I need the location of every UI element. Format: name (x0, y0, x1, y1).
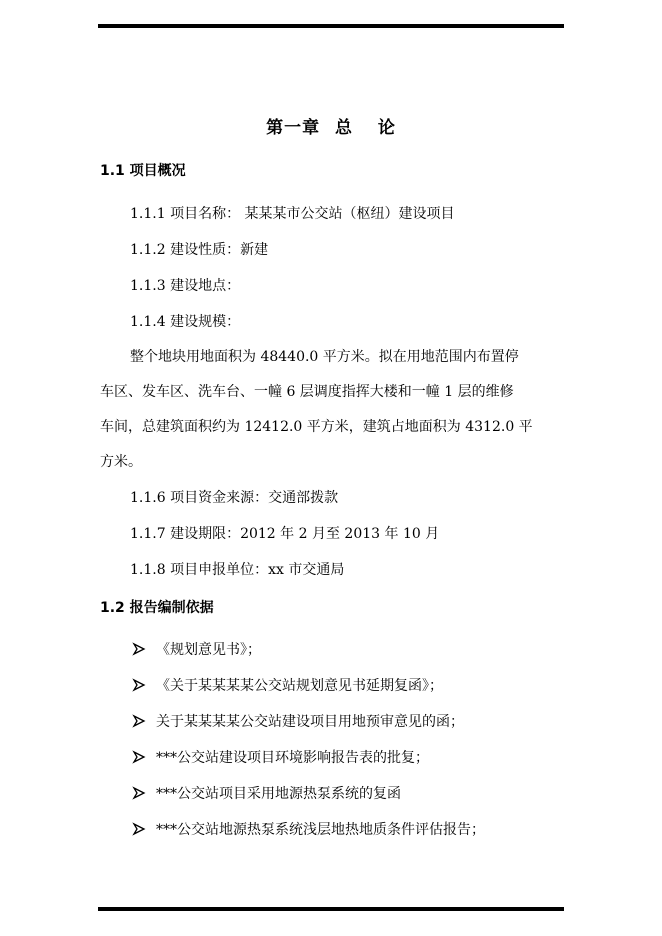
footer-rule (98, 907, 564, 911)
item-1-1-6: 1.1.6 项目资金来源：交通部拨款 (130, 490, 339, 506)
arrow-bullet-icon (132, 822, 146, 836)
bullet-text: ***公交站地源热泵系统浅层地热地质条件评估报告； (156, 822, 485, 838)
bullet-text: 关于某某某某公交站建设项目用地预审意见的函； (156, 714, 464, 730)
bullet-item (132, 747, 429, 767)
item-1-1-4: 1.1.4 建设规模： (130, 314, 241, 330)
paragraph-line-2: 车区、发车区、洗车台、一幢 6 层调度指挥大楼和一幢 1 层的维修 (100, 384, 514, 400)
bullet-item (132, 711, 464, 731)
header-rule (98, 24, 564, 28)
bullet-item (132, 819, 485, 839)
arrow-bullet-icon (132, 642, 146, 656)
arrow-bullet-icon (132, 750, 146, 764)
chapter-word-2: 论 (377, 118, 396, 138)
bullet-item (132, 675, 443, 695)
arrow-bullet-icon (132, 714, 146, 728)
section-heading-1-1: 1.1 项目概况 (100, 163, 186, 179)
paragraph-line-1: 整个地块用地面积为 48440.0 平方米。拟在用地范围内布置停 (130, 349, 519, 365)
bullet-text: 《关于某某某某公交站规划意见书延期复函》； (156, 678, 443, 694)
bullet-text: ***公交站建设项目环境影响报告表的批复； (156, 750, 429, 766)
bullet-item (132, 783, 401, 803)
chapter-title (0, 113, 662, 138)
bullet-text: 《规划意见书》； (156, 642, 261, 658)
bullet-item (132, 639, 261, 659)
arrow-bullet-icon (132, 678, 146, 692)
paragraph-line-4: 方米。 (100, 454, 142, 470)
item-1-1-2: 1.1.2 建设性质：新建 (130, 242, 269, 258)
item-1-1-7: 1.1.7 建设期限：2012 年 2 月至 2013 年 10 月 (130, 526, 440, 542)
chapter-word-1: 总 (335, 118, 353, 138)
chapter-number: 第一章 (266, 118, 321, 138)
section-heading-1-2: 1.2 报告编制依据 (100, 600, 214, 616)
bullet-text: ***公交站项目采用地源热泵系统的复函 (156, 786, 401, 802)
arrow-bullet-icon (132, 786, 146, 800)
paragraph-line-3: 车间，总建筑面积约为 12412.0 平方米，建筑占地面积为 4312.0 平 (100, 419, 533, 435)
item-1-1-3: 1.1.3 建设地点： (130, 278, 241, 294)
item-1-1-8: 1.1.8 项目申报单位：xx 市交通局 (130, 562, 345, 578)
item-1-1-1: 1.1.1 项目名称： 某某某市公交站（枢纽）建设项目 (130, 206, 455, 222)
